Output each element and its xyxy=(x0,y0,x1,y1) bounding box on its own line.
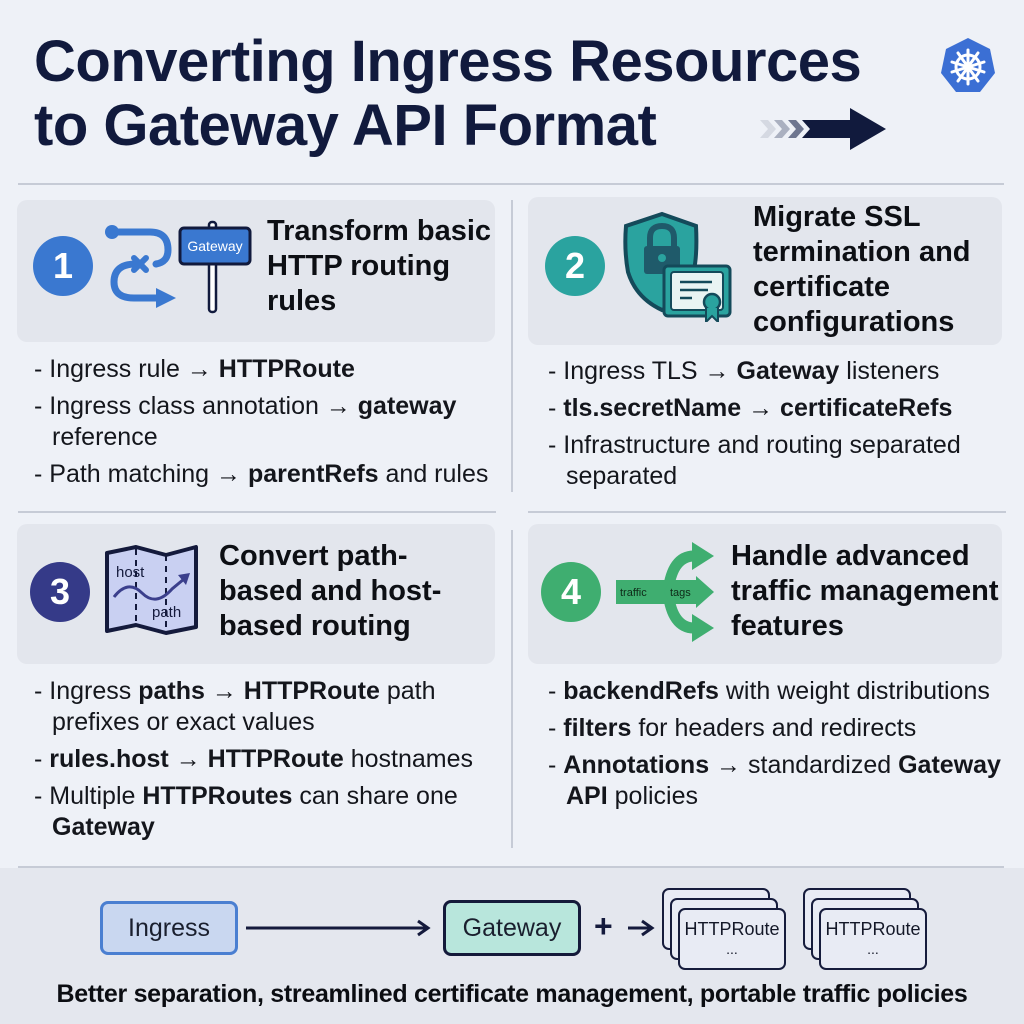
list-item: - Path matching → parentRefs and rules xyxy=(34,460,489,488)
svg-text:traffic: traffic xyxy=(620,587,647,599)
ingress-node: Ingress xyxy=(100,901,238,955)
step-2-bullets xyxy=(548,356,1018,498)
step-4-bullets xyxy=(548,676,1018,818)
step-3-bullets xyxy=(34,676,504,849)
footer-divider xyxy=(18,866,1004,868)
svg-text:host: host xyxy=(116,564,145,581)
list-item: - backendRefs with weight distributions xyxy=(548,677,990,705)
step-2-title: Migrate SSL termination and certificate configurations xyxy=(753,201,971,338)
list-item: - filters for headers and redirects xyxy=(548,714,917,742)
row-divider-right xyxy=(528,511,1006,513)
httproute-stack-2 xyxy=(803,888,938,970)
step-1-title: Transform basic HTTP routing rules xyxy=(267,215,492,317)
step-1-badge: 1 xyxy=(33,236,93,296)
column-divider-bottom xyxy=(511,530,513,848)
list-item: - Ingress rule → HTTPRoute xyxy=(34,355,355,383)
shield-lock-certificate-icon xyxy=(620,210,740,322)
list-item: - Annotations → standardized Gateway API policies xyxy=(548,751,1001,810)
kubernetes-helm-icon xyxy=(938,36,998,96)
list-item: - Ingress TLS → Gateway listeners xyxy=(548,357,940,385)
title-line-2: to Gateway API Format xyxy=(34,93,657,158)
step-2-badge: 2 xyxy=(545,236,605,296)
traffic-split-arrows-icon xyxy=(614,540,718,644)
list-item: - Ingress paths → HTTPRoute path prefixes or exact values xyxy=(34,677,436,736)
title-line-1: Converting Ingress Resources xyxy=(34,29,862,94)
flow-arrow-icon xyxy=(246,918,436,938)
chevron-arrow-right-icon xyxy=(760,104,890,154)
step-3-badge: 3 xyxy=(30,562,90,622)
step-1-bullets xyxy=(34,354,514,496)
svg-text:tags: tags xyxy=(670,587,691,599)
step-4-badge: 4 xyxy=(541,562,601,622)
plus-sign: + xyxy=(594,908,613,944)
list-item: - tls.secretName → certificateRefs xyxy=(548,394,953,422)
signpost-label: Gateway xyxy=(187,238,243,254)
step-3-title: Convert path-based and host-based routing xyxy=(219,540,442,642)
list-item: - rules.host → HTTPRoute hostnames xyxy=(34,745,473,773)
header-divider xyxy=(18,183,1004,185)
summary-tagline: Better separation, streamlined certificate management, portable traffic policies xyxy=(56,980,968,1008)
list-item: - Infrastructure and routing separated separated xyxy=(548,431,961,490)
list-item: - Multiple HTTPRoutes can share one Gateway xyxy=(34,782,458,841)
row-divider-left xyxy=(18,511,496,513)
gateway-node: Gateway xyxy=(443,900,581,956)
route-card-front: HTTPRoute ... xyxy=(819,908,927,970)
httproute-stack-1 xyxy=(662,888,797,970)
svg-text:path: path xyxy=(152,604,182,621)
step-4-title: Handle advanced traffic management features xyxy=(731,540,999,642)
map-host-path-icon xyxy=(104,545,200,635)
small-arrow-icon xyxy=(626,918,656,938)
list-item: - Ingress class annotation → gateway reference xyxy=(34,392,457,451)
route-signpost-icon xyxy=(100,220,260,316)
route-card-front: HTTPRoute ... xyxy=(678,908,786,970)
